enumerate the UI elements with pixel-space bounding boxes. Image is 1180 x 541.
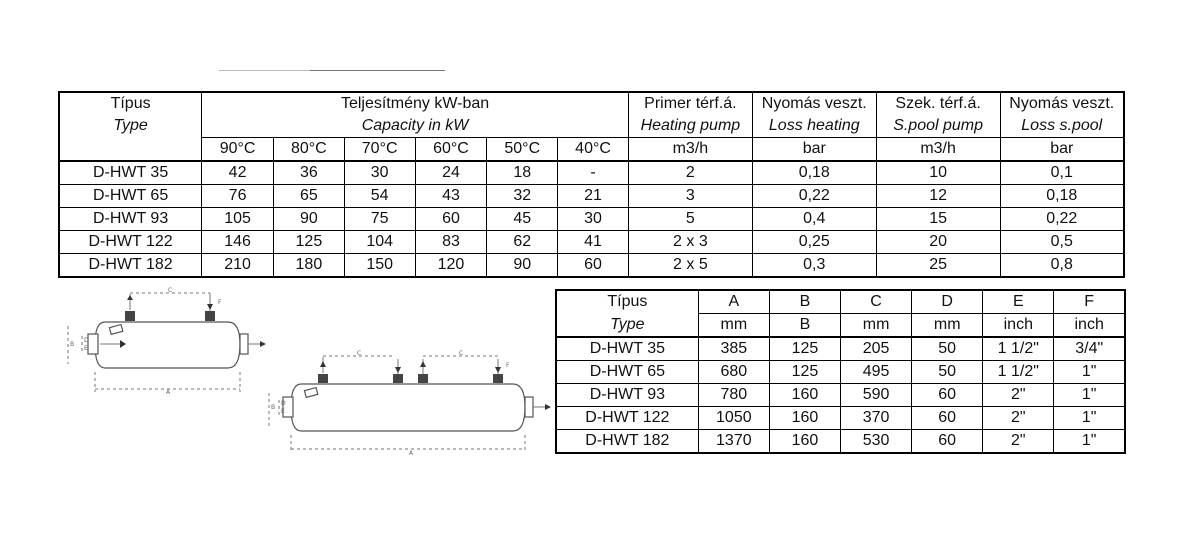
label-c: C [459,350,464,357]
loss-spool-unit: bar [1000,138,1124,162]
dim-cell: 2" [983,407,1054,430]
dim-type-header-hu: Típus [556,290,698,314]
cap-cell: 30 [344,161,415,185]
loss-heating-unit: bar [752,138,876,162]
temp-header: 60°C [415,138,487,162]
table-row [556,337,1125,361]
loss-heating-cell: 0,3 [752,254,876,278]
cap-cell: 90 [273,208,344,231]
cap-cell: 62 [487,231,558,254]
dim-cell: 680 [698,361,769,384]
cap-cell: 150 [344,254,415,278]
cap-cell: 43 [415,185,487,208]
primer-cell: 2 x 3 [628,231,752,254]
loss-spool-cell: 0,18 [1000,185,1124,208]
primer-cell: 2 x 5 [628,254,752,278]
dim-cell: 780 [698,384,769,407]
dim-cell: 125 [769,337,840,361]
table-row [59,231,1124,254]
spool-cell: 25 [876,254,1000,278]
dim-cell: 2" [983,430,1054,454]
dim-cell: 1" [1054,407,1125,430]
dim-cell: 590 [841,384,912,407]
label-e: E [84,345,88,352]
label-e: E [281,408,285,415]
dim-cell: 160 [769,384,840,407]
dim-col-header: F [1054,290,1125,314]
dim-cell: 60 [912,384,983,407]
dim-col-header: C [841,290,912,314]
cap-cell: 105 [202,208,274,231]
cap-cell: 75 [344,208,415,231]
primer-header-en: Heating pump [628,115,752,138]
dim-col-header: E [983,290,1054,314]
dim-unit: B [769,314,840,338]
dim-cell: 160 [769,430,840,454]
dim-cell: 495 [841,361,912,384]
dim-cell: 370 [841,407,912,430]
cap-cell: 83 [415,231,487,254]
loss-spool-cell: 0,8 [1000,254,1124,278]
dim-cell: 3/4" [1054,337,1125,361]
cap-cell: 24 [415,161,487,185]
dim-unit: inch [983,314,1054,338]
label-d: D [281,400,286,407]
row-type: D-HWT 182 [59,254,202,278]
temp-header: 40°C [558,138,629,162]
spool-unit: m3/h [876,138,1000,162]
loss-spool-cell: 0,22 [1000,208,1124,231]
capacity-header-en: Capacity in kW [202,115,629,138]
cap-cell: 210 [202,254,274,278]
loss-spool-header-hu: Nyomás veszt. [1000,92,1124,115]
dim-cell: 530 [841,430,912,454]
dim-cell: 1" [1054,430,1125,454]
table-row [556,384,1125,407]
cap-cell: - [558,161,629,185]
dimensions-table [555,289,1126,454]
dim-col-header: A [698,290,769,314]
label-d: D [84,337,89,344]
type-header-hu: Típus [59,92,202,115]
decorative-line-dark [310,70,445,71]
dim-cell: 60 [912,430,983,454]
row-type: D-HWT 65 [59,185,202,208]
dim-unit: mm [912,314,983,338]
dim-cell: 385 [698,337,769,361]
loss-heating-cell: 0,25 [752,231,876,254]
temp-header: 70°C [344,138,415,162]
table-row [59,254,1124,278]
cap-cell: 32 [487,185,558,208]
dim-cell: 1370 [698,430,769,454]
dim-cell: 1" [1054,361,1125,384]
cap-cell: 60 [415,208,487,231]
spool-cell: 15 [876,208,1000,231]
primer-cell: 3 [628,185,752,208]
dim-cell: 1 1/2" [983,337,1054,361]
table-row [556,361,1125,384]
cap-cell: 146 [202,231,274,254]
loss-heating-header-hu: Nyomás veszt. [752,92,876,115]
label-b: B [70,341,75,348]
dim-type-header-en: Type [556,314,698,338]
label-a: A [409,450,414,457]
row-type: D-HWT 93 [59,208,202,231]
dim-col-header: B [769,290,840,314]
cap-cell: 104 [344,231,415,254]
dim-col-header: D [912,290,983,314]
row-type: D-HWT 122 [59,231,202,254]
cap-cell: 36 [273,161,344,185]
capacity-table [58,91,1125,278]
row-type: D-HWT 35 [59,161,202,185]
cap-cell: 125 [273,231,344,254]
primer-cell: 5 [628,208,752,231]
loss-spool-cell: 0,1 [1000,161,1124,185]
table-row [59,161,1124,185]
temp-header: 80°C [273,138,344,162]
table-row [59,185,1124,208]
table-row [556,430,1125,454]
label-b: B [271,404,276,411]
heat-exchanger-drawing-small [60,284,275,399]
dim-unit: mm [841,314,912,338]
heat-exchanger-drawing-large [263,345,553,460]
label-f: F [506,362,510,369]
primer-cell: 2 [628,161,752,185]
row-type: D-HWT 122 [556,407,698,430]
label-a: A [166,389,171,396]
cap-cell: 18 [487,161,558,185]
dim-cell: 50 [912,337,983,361]
table-row [556,407,1125,430]
spool-cell: 20 [876,231,1000,254]
type-header-spacer [59,138,202,162]
cap-cell: 120 [415,254,487,278]
spool-header-hu: Szek. térf.á. [876,92,1000,115]
dim-unit: inch [1054,314,1125,338]
dim-cell: 50 [912,361,983,384]
temp-header: 50°C [487,138,558,162]
row-type: D-HWT 182 [556,430,698,454]
cap-cell: 60 [558,254,629,278]
loss-heating-cell: 0,4 [752,208,876,231]
primer-unit: m3/h [628,138,752,162]
dim-cell: 205 [841,337,912,361]
cap-cell: 76 [202,185,274,208]
label-c: C [168,287,173,294]
type-header-en: Type [59,115,202,138]
cap-cell: 42 [202,161,274,185]
cap-cell: 30 [558,208,629,231]
temp-header: 90°C [202,138,274,162]
row-type: D-HWT 35 [556,337,698,361]
loss-heating-cell: 0,22 [752,185,876,208]
table-row [59,208,1124,231]
cap-cell: 21 [558,185,629,208]
dim-cell: 1 1/2" [983,361,1054,384]
label-c: C [357,350,362,357]
dim-unit: mm [698,314,769,338]
label-f: F [218,299,222,306]
dim-cell: 160 [769,407,840,430]
dim-cell: 1" [1054,384,1125,407]
dim-cell: 125 [769,361,840,384]
spool-header-en: S.pool pump [876,115,1000,138]
dim-cell: 2" [983,384,1054,407]
cap-cell: 41 [558,231,629,254]
capacity-header-hu: Teljesítmény kW-ban [202,92,629,115]
loss-spool-cell: 0,5 [1000,231,1124,254]
loss-heating-cell: 0,18 [752,161,876,185]
primer-header-hu: Primer térf.á. [628,92,752,115]
spool-cell: 10 [876,161,1000,185]
cap-cell: 54 [344,185,415,208]
dim-cell: 1050 [698,407,769,430]
cap-cell: 180 [273,254,344,278]
row-type: D-HWT 65 [556,361,698,384]
cap-cell: 45 [487,208,558,231]
row-type: D-HWT 93 [556,384,698,407]
loss-heating-header-en: Loss heating [752,115,876,138]
dim-cell: 60 [912,407,983,430]
loss-spool-header-en: Loss s.pool [1000,115,1124,138]
spool-cell: 12 [876,185,1000,208]
cap-cell: 65 [273,185,344,208]
cap-cell: 90 [487,254,558,278]
